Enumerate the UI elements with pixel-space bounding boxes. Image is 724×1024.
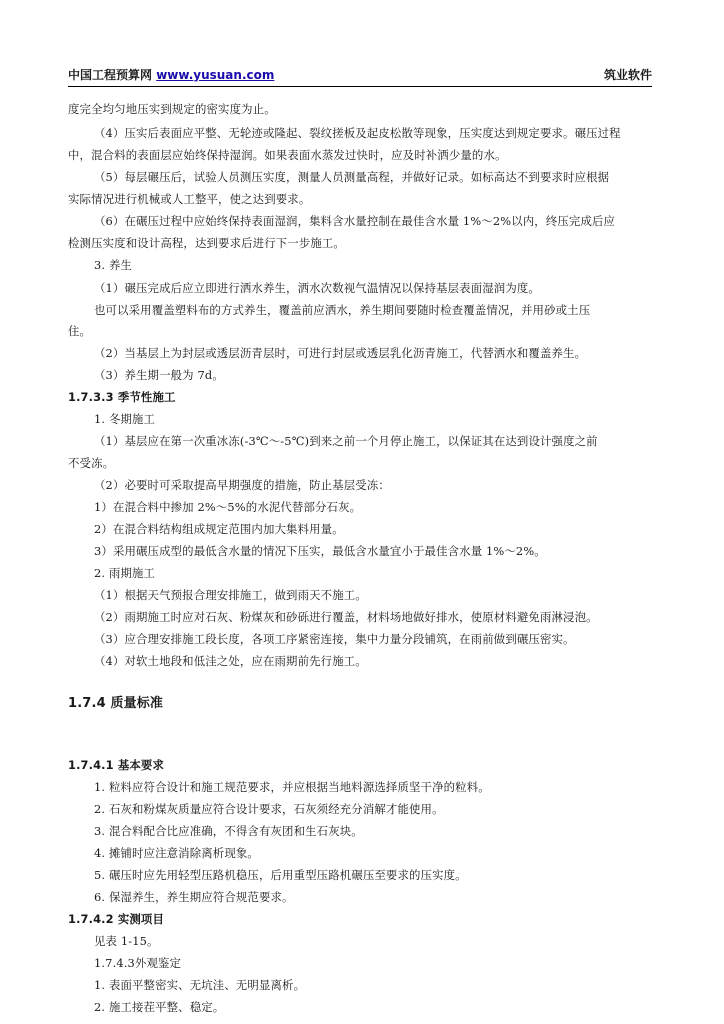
paragraph-line: 住。: [68, 324, 92, 338]
header-site: [68, 66, 274, 83]
section-heading: 1.7.4.3外观鉴定: [94, 956, 182, 970]
site-url-link[interactable]: www.yusuan.com: [156, 68, 275, 82]
paragraph-line: （6）在碾压过程中应始终保持表面湿润，集料含水量控制在最佳含水量 1%～2%以内，终压完成后应: [94, 214, 616, 228]
section-heading: 3. 养生: [94, 258, 133, 272]
header-brand: 筑业软件: [603, 68, 652, 82]
list-item: 2. 石灰和粉煤灰质量应符合设计要求，石灰须经充分消解才能使用。: [94, 802, 444, 816]
paragraph-line: 度完全均匀地压实到规定的密实度为止。: [68, 102, 276, 116]
major-heading: 1.7.4 质量标准: [68, 696, 164, 711]
section-heading: 1.7.3.3 季节性施工: [68, 390, 176, 404]
paragraph-line: （5）每层碾压后，试验人员测压实度，测量人员测量高程，并做好记录。如标高达不到要求时应根据: [94, 170, 610, 184]
paragraph-line: （3）应合理安排施工段长度，各项工序紧密连接，集中力量分段铺筑，在雨前做到碾压密实。: [94, 632, 575, 646]
paragraph-line: （2）雨期施工时应对石灰、粉煤灰和砂砾进行覆盖，材料场地做好排水，使原材料避免雨淋浸泡。: [94, 610, 598, 624]
paragraph-line: （1）基层应在第一次重冰冻(-3℃～-5℃)到来之前一个月停止施工，以保证其在达到设计强度之前: [94, 434, 598, 448]
list-item: 4. 摊铺时应注意消除离析现象。: [94, 846, 259, 860]
section-heading: 1.7.4.1 基本要求: [68, 758, 165, 772]
paragraph-line: 也可以采用覆盖塑料布的方式养生，覆盖前应洒水，养生期间要随时检查覆盖情况，并用砂或土压: [94, 303, 591, 317]
paragraph-line: （4）压实后表面应平整、无轮迹或隆起、裂纹搓板及起皮松散等现象，压实度达到规定要求。碾压过程: [94, 126, 621, 140]
list-item: 1. 粒料应符合设计和施工规范要求，并应根据当地料源选择质坚干净的粒料。: [94, 780, 490, 794]
section-heading: 2. 雨期施工: [94, 566, 156, 580]
site-name: 中国工程预算网: [68, 68, 153, 82]
paragraph-line: （1）根据天气预报合理安排施工，做到雨天不施工。: [94, 588, 367, 602]
list-item: 3）采用碾压成型的最低含水量的情况下压实，最低含水量宜小于最佳含水量 1%～2%。: [94, 544, 546, 558]
paragraph-line: （2）必要时可采取提高早期强度的措施，防止基层受冻：: [94, 478, 390, 492]
paragraph-line: （2）当基层上为封层或透层沥青层时，可进行封层或透层乳化沥青施工，代替洒水和覆盖养生。: [94, 346, 587, 360]
paragraph-line: 实际情况进行机械或人工整平，使之达到要求。: [68, 192, 311, 206]
list-item: 6. 保湿养生，养生期应符合规范要求。: [94, 890, 294, 904]
list-item: 1. 表面平整密实、无坑洼、无明显离析。: [94, 978, 306, 992]
paragraph-line: （3）养生期一般为 7d。: [94, 368, 224, 382]
paragraph-line: （1）碾压完成后应立即进行洒水养生，洒水次数视气温情况以保持基层表面湿润为度。: [94, 281, 540, 295]
list-item: 5. 碾压时应先用轻型压路机稳压，后用重型压路机碾压至要求的压实度。: [94, 868, 467, 882]
list-item: 2）在混合料结构组成规定范围内加大集料用量。: [94, 522, 344, 536]
paragraph-line: 中，混合料的表面层应始终保持湿润。如果表面水蒸发过快时，应及时补洒少量的水。: [68, 148, 507, 162]
section-heading: 1. 冬期施工: [94, 412, 156, 426]
page-header: [68, 64, 652, 87]
list-item: 3. 混合料配合比应准确，不得含有灰团和生石灰块。: [94, 824, 363, 838]
paragraph-line: 不受冻。: [68, 456, 115, 470]
paragraph-line: （4）对软土地段和低洼之处，应在雨期前先行施工。: [94, 654, 367, 668]
section-heading: 1.7.4.2 实测项目: [68, 912, 165, 926]
list-item: 2. 施工接茬平整、稳定。: [94, 1000, 225, 1014]
list-item: 1）在混合料中掺加 2%～5%的水泥代替部分石灰。: [94, 500, 362, 514]
paragraph-line: 检测压实度和设计高程，达到要求后进行下一步施工。: [68, 236, 345, 250]
paragraph-line: 见表 1-15。: [94, 934, 159, 948]
